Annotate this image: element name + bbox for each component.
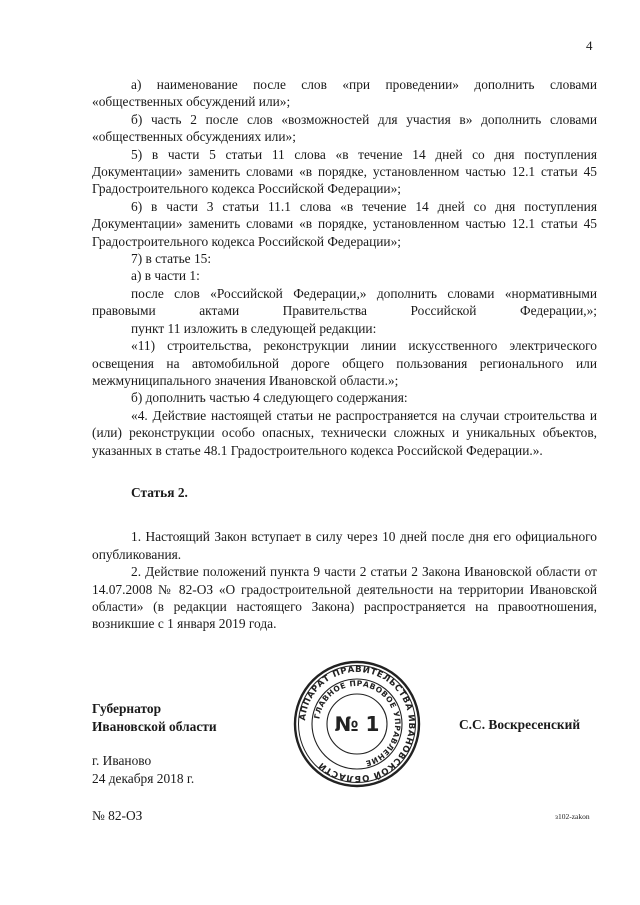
paragraph: 1. Настоящий Закон вступает в силу через 10 дней после дня его официального опубликования.	[92, 529, 597, 562]
paragraph: б) дополнить частью 4 следующего содержания:	[131, 390, 408, 406]
date: 24 декабря 2018 г.	[92, 771, 195, 786]
paragraph: 5) в части 5 статьи 11 слова «в течение 14 дней со дня поступления Документации» заменить словами «в порядке, установленном частью 12.1 статьи 45 Градостроительного кодекса Российской Федерации»;	[92, 146, 597, 197]
official-seal-stamp	[293, 660, 421, 788]
law-number: № 82-ОЗ	[92, 808, 143, 823]
document-body	[92, 76, 597, 633]
signature-title	[92, 700, 217, 736]
paragraph: после слов «Российской Федерации,» дополнить словами «нормативными правовыми актами Правительства Российской Федерации,»;	[92, 285, 597, 319]
stamp-inner-text: ГЛАВНОЕ ПРАВОВОЕ УПРАВЛЕНИЕ	[312, 678, 403, 769]
paragraph: «4. Действие настоящей статьи не распространяется на случаи строительства и (или) реконструкции особо опасных, технически сложных и уникальных объектов, указанных в статье 48.1 Градостроительного кодекса Российской Федерации.».	[92, 407, 597, 458]
paragraph: а) наименование после слов «при проведении» дополнить словами «общественных обсуждений или»;	[92, 77, 597, 110]
paragraph: «11) строительства, реконструкции линии искусственного электрического освещения на автомобильной дороге общего пользования регионального или межмуниципального значения Ивановской области.»;	[92, 338, 597, 388]
paragraph: а) в части 1:	[131, 268, 200, 284]
document-code: з102-zakon	[555, 812, 590, 821]
page-number: 4	[586, 38, 593, 53]
article-heading: Статья 2.	[131, 484, 188, 500]
place: г. Иваново	[92, 753, 152, 768]
stamp-outer-text: АППАРАТ ПРАВИТЕЛЬСТВА ИВАНОВСКОЙ ОБЛАСТИ	[298, 664, 417, 784]
place-date	[92, 752, 194, 788]
stamp-number: № 1	[334, 712, 380, 736]
paragraph: 6) в части 3 статьи 11.1 слова «в течение 14 дней со дня поступления Документации» заменить словами «в порядке, установленном частью 12.1 статьи 45 Градостроительного кодекса Российской Федерации»;	[92, 198, 597, 249]
signature-title-line: Губернатор	[92, 701, 162, 716]
paragraph: б) часть 2 после слов «возможностей для участия в» дополнить словами «общественных обсуждениях или»;	[92, 111, 597, 145]
signature-name: С.С. Воскресенский	[459, 717, 581, 732]
paragraph: пункт 11 изложить в следующей редакции:	[131, 320, 377, 336]
paragraph: 2. Действие положений пункта 9 части 2 статьи 2 Закона Ивановской области от 14.07.2008 № 82-ОЗ «О градостроительной деятельности на территории Ивановской области» (в редакции настоящего Закона) распространяется на правоотношения, возникшие с 1 января 2019 года.	[92, 564, 597, 632]
signature-title-line: Ивановской области	[92, 719, 217, 734]
paragraph: 7) в статье 15:	[131, 251, 212, 267]
